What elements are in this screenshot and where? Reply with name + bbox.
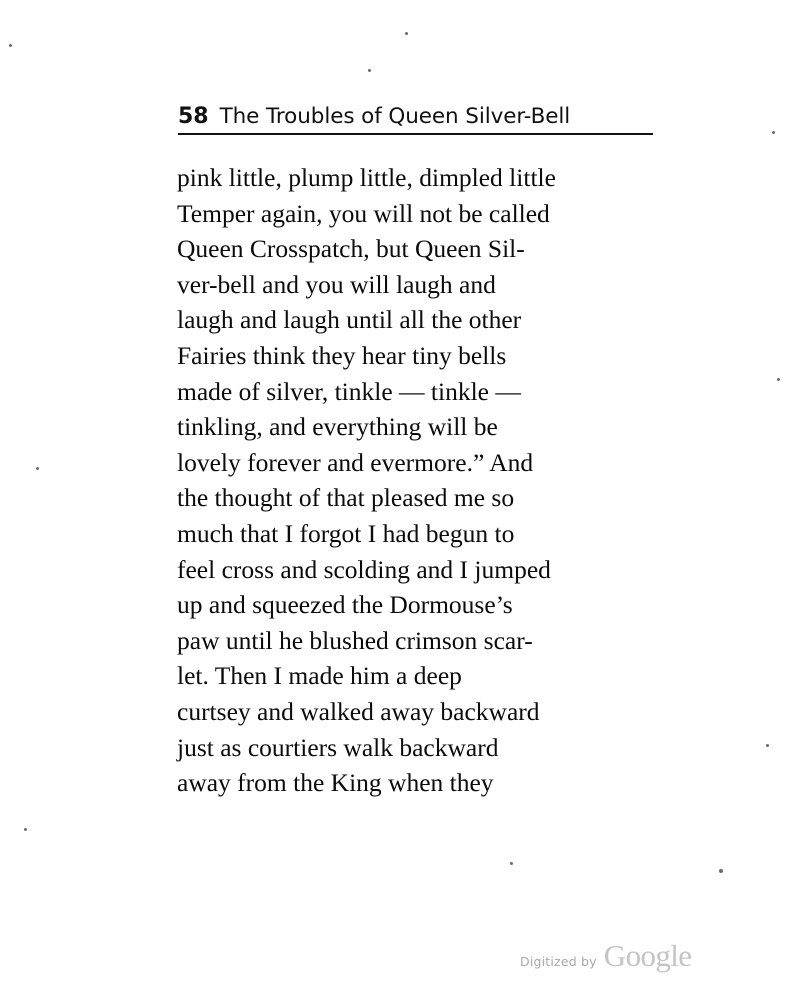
running-head	[178, 104, 653, 135]
scan-speck	[719, 869, 723, 873]
scan-speck	[405, 32, 408, 35]
text-line: just as courtiers walk backward	[177, 732, 499, 762]
text-line: laugh and laugh until all the other	[177, 305, 522, 335]
text-line: the thought of that pleased me so	[177, 483, 515, 513]
text-line: feel cross and scolding and I jumped	[177, 554, 551, 584]
text-line: away from the King when they	[177, 768, 494, 798]
digitized-by-label: Digitized by	[520, 954, 597, 969]
text-line: much that I forgot I had begun to	[177, 518, 515, 548]
text-line: made of silver, tinkle — tinkle —	[177, 376, 521, 406]
text-line: paw until he blushed crimson scar-	[177, 625, 533, 655]
text-line: lovely forever and evermore.” And	[177, 447, 534, 477]
body-paragraph	[177, 160, 636, 801]
page-title: The Troubles of Queen Silver-Bell	[219, 104, 571, 129]
text-line: Temper again, you will not be called	[177, 198, 550, 228]
page-number: 58	[178, 104, 209, 129]
scan-speck	[24, 828, 27, 831]
google-wordmark: Google	[603, 938, 692, 973]
text-line: up and squeezed the Dormouse’s	[177, 590, 513, 620]
scan-speck	[368, 69, 371, 72]
text-line: curtsey and walked away backward	[177, 696, 540, 726]
text-line: pink little, plump little, dimpled little	[177, 163, 556, 192]
scan-speck	[777, 378, 780, 381]
scan-speck	[9, 44, 12, 47]
scan-speck	[36, 467, 39, 470]
scan-speck	[772, 131, 775, 134]
text-line: tinkling, and everything will be	[177, 412, 498, 442]
text-line: Fairies think they hear tiny bells	[177, 340, 507, 370]
text-line: ver-bell and you will laugh and	[177, 269, 496, 299]
text-line: let. Then I made him a deep	[177, 661, 462, 691]
text-line: Queen Crosspatch, but Queen Sil-	[177, 234, 525, 264]
scan-speck	[510, 862, 513, 865]
digitization-watermark	[520, 938, 691, 974]
scan-speck	[766, 744, 769, 747]
